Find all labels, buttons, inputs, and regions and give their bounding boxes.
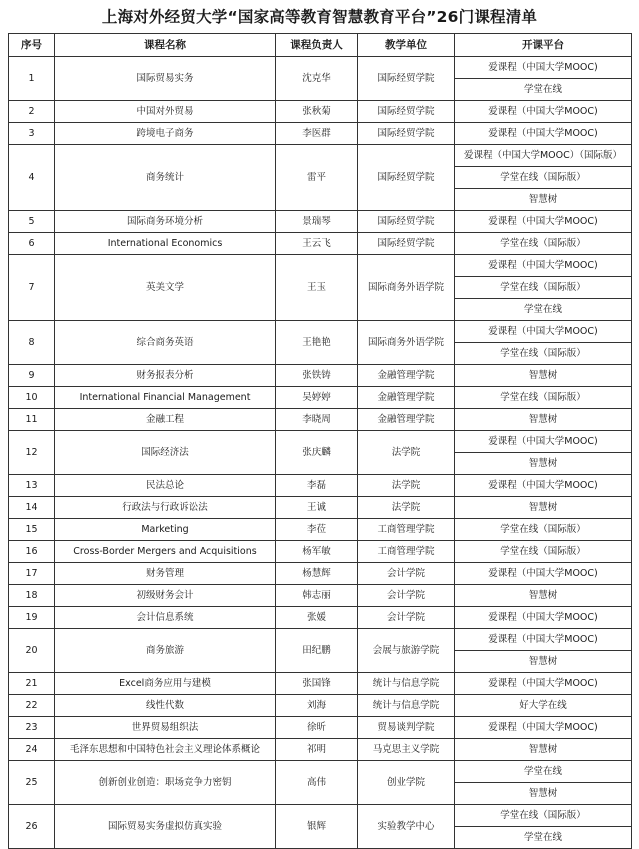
course-platform: 智慧树 (455, 453, 632, 475)
course-index: 13 (9, 475, 55, 497)
course-index: 14 (9, 497, 55, 519)
table-row (9, 673, 632, 695)
course-platform: 智慧树 (455, 409, 632, 431)
table-row (9, 57, 632, 79)
teaching-unit: 统计与信息学院 (358, 695, 455, 717)
course-lead: 徐昕 (276, 717, 358, 739)
course-index: 25 (9, 761, 55, 805)
course-name: 跨境电子商务 (55, 123, 276, 145)
course-name: 线性代数 (55, 695, 276, 717)
table-row (9, 431, 632, 453)
teaching-unit: 国际经贸学院 (358, 101, 455, 123)
course-platform: 学堂在线（国际版） (455, 233, 632, 255)
course-index: 16 (9, 541, 55, 563)
course-lead: 张铁铸 (276, 365, 358, 387)
course-name: 商务旅游 (55, 629, 276, 673)
course-lead: 杨军敏 (276, 541, 358, 563)
course-lead: 祁明 (276, 739, 358, 761)
course-platform: 学堂在线 (455, 827, 632, 849)
table-row (9, 805, 632, 827)
course-index: 5 (9, 211, 55, 233)
course-name: 世界贸易组织法 (55, 717, 276, 739)
course-platform: 学堂在线（国际版） (455, 277, 632, 299)
teaching-unit: 创业学院 (358, 761, 455, 805)
course-index: 8 (9, 321, 55, 365)
course-platform: 学堂在线（国际版） (455, 343, 632, 365)
course-index: 20 (9, 629, 55, 673)
course-platform: 智慧树 (455, 739, 632, 761)
course-name: 国际经济法 (55, 431, 276, 475)
table-row (9, 387, 632, 409)
course-index: 23 (9, 717, 55, 739)
course-name: 中国对外贸易 (55, 101, 276, 123)
table-row (9, 761, 632, 783)
table-row (9, 541, 632, 563)
course-index: 6 (9, 233, 55, 255)
table-row (9, 475, 632, 497)
course-platform: 学堂在线 (455, 761, 632, 783)
course-index: 2 (9, 101, 55, 123)
teaching-unit: 贸易谈判学院 (358, 717, 455, 739)
course-name: 国际商务环境分析 (55, 211, 276, 233)
teaching-unit: 会计学院 (358, 585, 455, 607)
teaching-unit: 国际商务外语学院 (358, 255, 455, 321)
course-platform: 智慧树 (455, 783, 632, 805)
course-lead: 吴婷婷 (276, 387, 358, 409)
table-row (9, 211, 632, 233)
course-platform: 爱课程（中国大学MOOC) (455, 563, 632, 585)
course-index: 12 (9, 431, 55, 475)
course-lead: 沈克华 (276, 57, 358, 101)
teaching-unit: 工商管理学院 (358, 541, 455, 563)
header-index: 序号 (9, 34, 55, 57)
course-index: 19 (9, 607, 55, 629)
course-platform: 爱课程（中国大学MOOC) (455, 123, 632, 145)
table-row (9, 629, 632, 651)
course-platform: 学堂在线 (455, 299, 632, 321)
teaching-unit: 会计学院 (358, 563, 455, 585)
course-name: 英美文学 (55, 255, 276, 321)
table-row (9, 585, 632, 607)
table-row (9, 233, 632, 255)
table-row (9, 563, 632, 585)
course-index: 18 (9, 585, 55, 607)
teaching-unit: 马克思主义学院 (358, 739, 455, 761)
course-platform: 爱课程（中国大学MOOC) (455, 255, 632, 277)
course-platform: 学堂在线（国际版） (455, 167, 632, 189)
course-index: 3 (9, 123, 55, 145)
course-index: 1 (9, 57, 55, 101)
teaching-unit: 实验教学中心 (358, 805, 455, 849)
course-platform: 学堂在线（国际版） (455, 541, 632, 563)
course-name: 财务报表分析 (55, 365, 276, 387)
course-platform: 爱课程（中国大学MOOC) (455, 673, 632, 695)
course-lead: 景瑞琴 (276, 211, 358, 233)
teaching-unit: 国际经贸学院 (358, 233, 455, 255)
table-row (9, 607, 632, 629)
course-lead: 王艳艳 (276, 321, 358, 365)
table-row (9, 695, 632, 717)
table-row (9, 497, 632, 519)
course-name: 国际贸易实务虚拟仿真实验 (55, 805, 276, 849)
course-platform: 好大学在线 (455, 695, 632, 717)
course-lead: 张媛 (276, 607, 358, 629)
table-header-row (9, 34, 632, 57)
course-lead: 雷平 (276, 145, 358, 211)
course-index: 7 (9, 255, 55, 321)
table-row (9, 717, 632, 739)
table-row (9, 101, 632, 123)
table-row (9, 321, 632, 343)
teaching-unit: 国际经贸学院 (358, 145, 455, 211)
course-lead: 王诚 (276, 497, 358, 519)
course-name: 创新创业创造：职场竞争力密钥 (55, 761, 276, 805)
course-platform: 爱课程（中国大学MOOC) (455, 717, 632, 739)
table-row (9, 739, 632, 761)
teaching-unit: 国际经贸学院 (358, 123, 455, 145)
course-platform: 爱课程（中国大学MOOC) (455, 629, 632, 651)
course-lead: 杨慧辉 (276, 563, 358, 585)
course-index: 21 (9, 673, 55, 695)
course-platform: 智慧树 (455, 365, 632, 387)
course-platform: 爱课程（中国大学MOOC）（国际版） (455, 145, 632, 167)
header-platform: 开课平台 (455, 34, 632, 57)
course-platform: 学堂在线（国际版） (455, 519, 632, 541)
teaching-unit: 金融管理学院 (358, 409, 455, 431)
course-name: International Financial Management (55, 387, 276, 409)
course-platform: 爱课程（中国大学MOOC) (455, 607, 632, 629)
table-row (9, 255, 632, 277)
course-platform: 爱课程（中国大学MOOC) (455, 57, 632, 79)
table-row (9, 123, 632, 145)
course-lead: 田纪鹏 (276, 629, 358, 673)
teaching-unit: 会展与旅游学院 (358, 629, 455, 673)
course-index: 22 (9, 695, 55, 717)
course-index: 11 (9, 409, 55, 431)
teaching-unit: 统计与信息学院 (358, 673, 455, 695)
course-platform: 学堂在线（国际版） (455, 805, 632, 827)
course-platform: 爱课程（中国大学MOOC) (455, 321, 632, 343)
course-lead: 韩志丽 (276, 585, 358, 607)
course-lead: 张秋菊 (276, 101, 358, 123)
course-name: International Economics (55, 233, 276, 255)
course-platform: 智慧树 (455, 651, 632, 673)
course-name: 会计信息系统 (55, 607, 276, 629)
teaching-unit: 工商管理学院 (358, 519, 455, 541)
course-platform: 爱课程（中国大学MOOC) (455, 475, 632, 497)
course-index: 15 (9, 519, 55, 541)
teaching-unit: 金融管理学院 (358, 387, 455, 409)
course-platform: 智慧树 (455, 585, 632, 607)
course-lead: 银辉 (276, 805, 358, 849)
teaching-unit: 金融管理学院 (358, 365, 455, 387)
course-lead: 张国锋 (276, 673, 358, 695)
teaching-unit: 法学院 (358, 475, 455, 497)
page-title: 上海对外经贸大学“国家高等教育智慧教育平台”26门课程清单 (101, 8, 538, 26)
course-lead: 高伟 (276, 761, 358, 805)
course-index: 9 (9, 365, 55, 387)
teaching-unit: 法学院 (358, 497, 455, 519)
course-name: 商务统计 (55, 145, 276, 211)
course-name: 财务管理 (55, 563, 276, 585)
course-name: 毛泽东思想和中国特色社会主义理论体系概论 (55, 739, 276, 761)
course-lead: 刘海 (276, 695, 358, 717)
course-platform: 爱课程（中国大学MOOC) (455, 211, 632, 233)
course-name: 金融工程 (55, 409, 276, 431)
header-teaching-unit: 教学单位 (358, 34, 455, 57)
teaching-unit: 法学院 (358, 431, 455, 475)
course-name: Marketing (55, 519, 276, 541)
teaching-unit: 国际经贸学院 (358, 211, 455, 233)
course-name: Excel商务应用与建模 (55, 673, 276, 695)
course-table-body (9, 57, 632, 849)
course-lead: 李医群 (276, 123, 358, 145)
course-name: 综合商务英语 (55, 321, 276, 365)
course-lead: 李莅 (276, 519, 358, 541)
course-lead: 李磊 (276, 475, 358, 497)
course-lead: 王云飞 (276, 233, 358, 255)
course-name: 民法总论 (55, 475, 276, 497)
course-platform: 学堂在线（国际版） (455, 387, 632, 409)
course-lead: 李晓周 (276, 409, 358, 431)
table-row (9, 365, 632, 387)
table-row (9, 145, 632, 167)
course-index: 17 (9, 563, 55, 585)
course-platform: 学堂在线 (455, 79, 632, 101)
teaching-unit: 会计学院 (358, 607, 455, 629)
course-index: 24 (9, 739, 55, 761)
course-platform: 爱课程（中国大学MOOC) (455, 101, 632, 123)
course-index: 26 (9, 805, 55, 849)
course-lead: 张庆麟 (276, 431, 358, 475)
course-platform: 智慧树 (455, 497, 632, 519)
course-name: Cross-Border Mergers and Acquisitions (55, 541, 276, 563)
course-platform: 爱课程（中国大学MOOC) (455, 431, 632, 453)
course-index: 4 (9, 145, 55, 211)
course-platform: 智慧树 (455, 189, 632, 211)
course-name: 行政法与行政诉讼法 (55, 497, 276, 519)
course-index: 10 (9, 387, 55, 409)
table-row (9, 519, 632, 541)
teaching-unit: 国际商务外语学院 (358, 321, 455, 365)
teaching-unit: 国际经贸学院 (358, 57, 455, 101)
header-course-name: 课程名称 (55, 34, 276, 57)
course-lead: 王玉 (276, 255, 358, 321)
course-table (8, 33, 632, 849)
course-name: 国际贸易实务 (55, 57, 276, 101)
course-name: 初级财务会计 (55, 585, 276, 607)
header-course-lead: 课程负责人 (276, 34, 358, 57)
table-row (9, 409, 632, 431)
